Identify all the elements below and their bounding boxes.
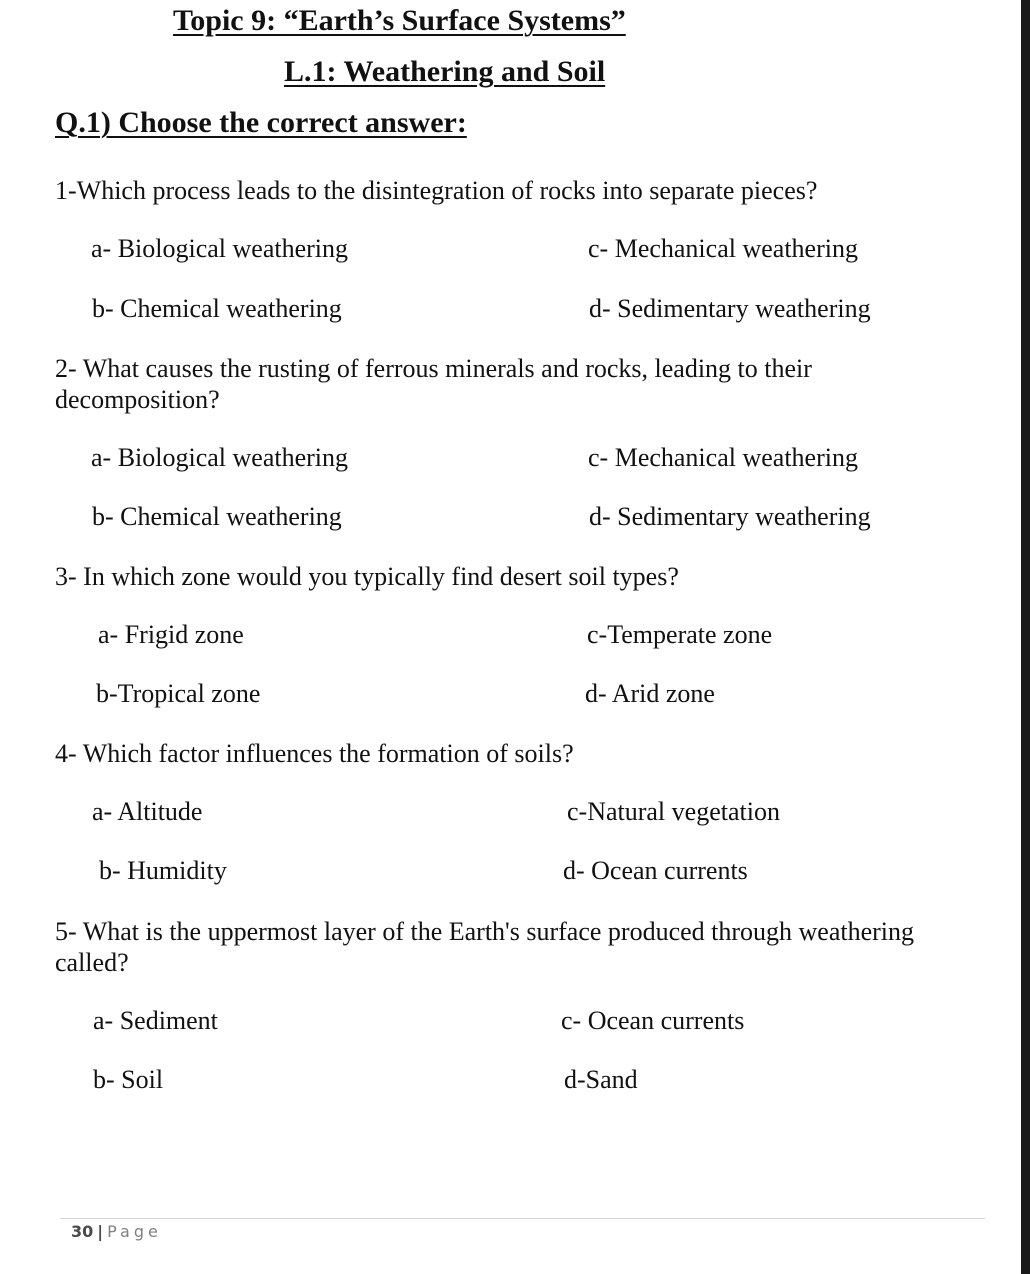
option-1b: b- Chemical weathering [92,294,342,323]
lesson-title: L.1: Weathering and Soil [284,55,606,88]
option-2b: b- Chemical weathering [92,502,342,531]
question-3: 3- In which zone would you typically find desert soil types? [55,562,679,591]
option-3d: d- Arid zone [585,679,715,708]
option-3a: a- Frigid zone [98,620,244,649]
option-5c: c- Ocean currents [561,1006,745,1035]
page-number: 30 [71,1222,94,1241]
option-1a: a- Biological weathering [91,234,349,263]
option-4d: d- Ocean currents [563,856,748,885]
topic-title: Topic 9: “Earth’s Surface Systems” [173,4,626,37]
section-heading: Q.1) Choose the correct answer: [55,106,467,139]
question-4: 4- Which factor influences the formation of soils? [55,739,574,768]
page-edge-bar [1021,0,1030,1274]
page-label: Page [107,1222,162,1241]
option-4a: a- Altitude [92,797,203,826]
option-4c: c-Natural vegetation [567,797,780,826]
option-4b: b- Humidity [99,856,227,885]
page-footer [71,1222,162,1241]
question-1: 1-Which process leads to the disintegration of rocks into separate pieces? [55,176,818,205]
question-5: 5- What is the uppermost layer of the Earth's surface produced through weathering called? [55,917,915,977]
option-3c: c-Temperate zone [587,620,773,649]
option-5b: b- Soil [93,1065,164,1094]
option-3b: b-Tropical zone [96,679,261,708]
option-2c: c- Mechanical weathering [588,443,858,472]
footer-separator: | [97,1222,104,1241]
option-1c: c- Mechanical weathering [588,234,858,263]
option-2d: d- Sedimentary weathering [589,502,871,531]
footer-divider [60,1218,985,1219]
option-5a: a- Sediment [93,1006,218,1035]
option-1d: d- Sedimentary weathering [589,294,871,323]
question-2: 2- What causes the rusting of ferrous minerals and rocks, leading to their decomposition? [55,354,812,414]
option-5d: d-Sand [564,1065,638,1094]
option-2a: a- Biological weathering [91,443,349,472]
